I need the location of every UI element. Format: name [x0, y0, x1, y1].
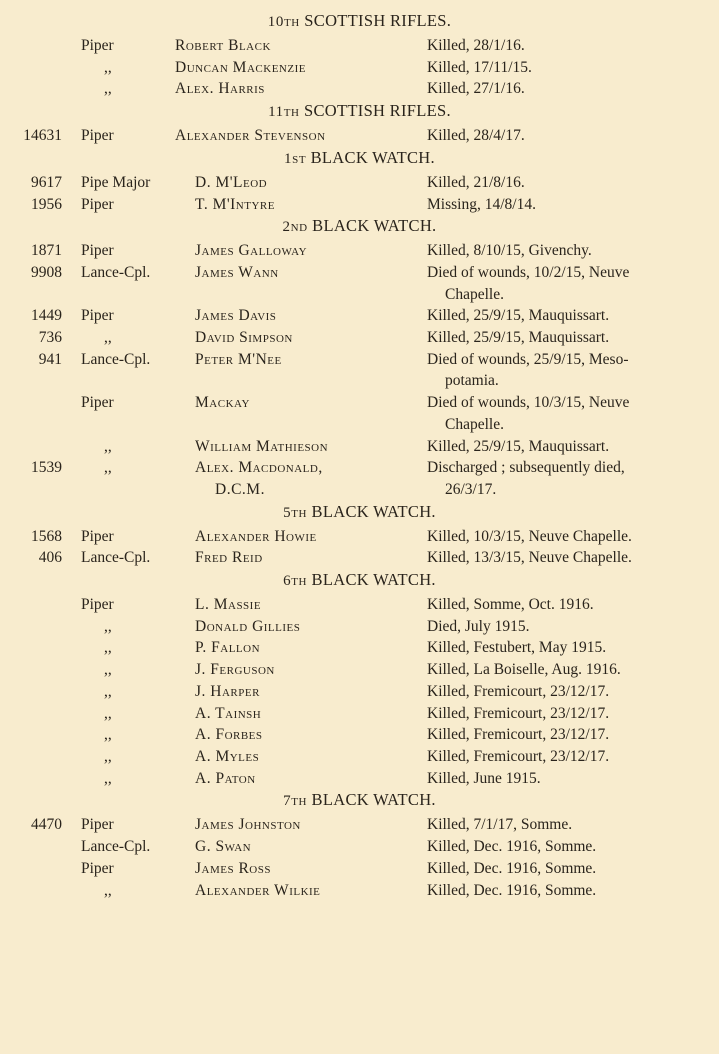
- casualty-status: [427, 457, 719, 500]
- status-line: Died of wounds, 25/9/15, Meso-: [427, 350, 629, 368]
- casualty-row: [0, 194, 719, 216]
- casualty-row: [0, 880, 719, 902]
- rank: ,,: [104, 661, 112, 679]
- soldier-name: [195, 327, 293, 349]
- section-heading: [0, 569, 719, 591]
- casualty-row: [0, 262, 719, 305]
- casualty-status: [427, 880, 719, 902]
- casualty-row: [0, 526, 719, 548]
- rank: ,,: [104, 329, 112, 347]
- battalion-ordinal: 11th: [268, 104, 300, 121]
- soldier-name: [195, 703, 261, 725]
- casualty-status: [427, 305, 719, 327]
- soldier-name: [195, 349, 282, 371]
- service-number: 736: [38, 329, 62, 347]
- soldier-name: [195, 392, 250, 414]
- soldier-name: [195, 637, 260, 659]
- name-line: Peter M'Nee: [195, 350, 282, 368]
- casualty-status: [427, 349, 719, 392]
- section-heading: [0, 147, 719, 169]
- rank: Piper: [81, 527, 114, 545]
- regiment-name: SCOTTISH RIFLES.: [304, 101, 451, 121]
- casualty-status: [427, 172, 719, 194]
- name-line: William Mathieson: [195, 437, 329, 455]
- casualty-status: [427, 594, 719, 616]
- status-line: Died of wounds, 10/3/15, Neuve: [427, 394, 630, 412]
- rank: Piper: [81, 307, 114, 325]
- rank: Piper: [81, 816, 114, 834]
- casualty-status: [427, 526, 719, 548]
- rank: ,,: [104, 769, 112, 787]
- rank: ,,: [104, 459, 112, 477]
- name-line: Duncan Mackenzie: [175, 58, 306, 76]
- soldier-name: [195, 240, 307, 262]
- rank: Piper: [81, 242, 114, 260]
- status-line: Killed, Fremicourt, 23/12/17.: [427, 682, 610, 700]
- name-line: D.C.M.: [215, 480, 265, 498]
- rank: Lance-Cpl.: [81, 549, 151, 567]
- soldier-name: [195, 457, 323, 500]
- rank: Piper: [81, 596, 114, 614]
- name-line: James Johnston: [195, 816, 301, 834]
- casualty-row: [0, 858, 719, 880]
- status-line: Killed, 8/10/15, Givenchy.: [427, 242, 592, 260]
- casualty-status: [427, 547, 719, 569]
- service-number: 1449: [31, 307, 62, 325]
- service-number: 1539: [31, 459, 62, 477]
- name-line: J. Ferguson: [195, 661, 275, 679]
- roll-of-honour-page: [0, 10, 719, 901]
- casualty-row: [0, 703, 719, 725]
- casualty-row: [0, 327, 719, 349]
- battalion-section: [0, 147, 719, 215]
- service-number: 9908: [31, 263, 62, 281]
- casualty-row: [0, 457, 719, 500]
- section-heading: [0, 100, 719, 122]
- rank: Lance-Cpl.: [81, 263, 151, 281]
- casualty-status: [427, 746, 719, 768]
- soldier-name: [175, 78, 265, 100]
- service-number: 9617: [31, 173, 62, 191]
- rank: ,,: [104, 58, 112, 76]
- casualty-row: [0, 746, 719, 768]
- casualty-status: [427, 659, 719, 681]
- rank: Piper: [81, 859, 114, 877]
- soldier-name: [195, 194, 275, 216]
- status-line: Killed, Fremicourt, 23/12/17.: [427, 704, 610, 722]
- casualty-status: [427, 637, 719, 659]
- service-number: 4470: [31, 816, 62, 834]
- status-line: Killed, 25/9/15, Mauquissart.: [427, 437, 610, 455]
- name-line: Alexander Stevenson: [175, 127, 326, 145]
- soldier-name: [195, 594, 261, 616]
- status-line: Killed, 28/1/16.: [427, 37, 525, 54]
- soldier-name: [195, 659, 275, 681]
- rank: ,,: [104, 639, 112, 657]
- status-line: Killed, Dec. 1916, Somme.: [427, 838, 597, 856]
- name-line: J. Harper: [195, 682, 260, 700]
- casualty-status: [427, 858, 719, 880]
- soldier-name: [195, 305, 276, 327]
- status-line: Chapelle.: [445, 285, 504, 303]
- soldier-name: [195, 836, 251, 858]
- name-line: Fred Reid: [195, 549, 263, 567]
- status-line: Killed, 21/8/16.: [427, 173, 525, 191]
- status-line: Killed, Dec. 1916, Somme.: [427, 859, 597, 877]
- status-line: Killed, 7/1/17, Somme.: [427, 816, 573, 834]
- status-line: Killed, Somme, Oct. 1916.: [427, 596, 594, 614]
- name-line: James Galloway: [195, 242, 308, 260]
- name-line: Alex. Harris: [175, 80, 265, 98]
- status-line: 26/3/17.: [445, 480, 497, 498]
- soldier-name: [195, 880, 320, 902]
- casualty-row: [0, 681, 719, 703]
- battalion-ordinal: 6th: [283, 573, 308, 590]
- rank: ,,: [104, 726, 112, 744]
- casualty-status: [427, 240, 719, 262]
- casualty-status: [427, 57, 719, 79]
- soldier-name: [175, 57, 306, 79]
- name-line: A. Paton: [195, 769, 256, 787]
- status-line: Killed, 13/3/15, Neuve Chapelle.: [427, 549, 632, 567]
- rank: ,,: [104, 80, 112, 98]
- status-line: potamia.: [445, 372, 499, 390]
- casualty-status: [427, 78, 719, 100]
- regiment-name: BLACK WATCH.: [311, 501, 436, 521]
- soldier-name: [195, 724, 263, 746]
- name-line: P. Fallon: [195, 639, 261, 657]
- service-number: 1568: [31, 527, 62, 545]
- rank: ,,: [104, 747, 112, 765]
- status-line: Killed, Fremicourt, 23/12/17.: [427, 747, 610, 765]
- rank: Piper: [81, 394, 114, 412]
- casualty-status: [427, 327, 719, 349]
- rank: Piper: [81, 195, 114, 213]
- battalion-section: [0, 10, 719, 100]
- casualty-row: [0, 172, 719, 194]
- name-line: Alexander Howie: [195, 527, 317, 545]
- soldier-name: [195, 768, 256, 790]
- status-line: Died of wounds, 10/2/15, Neuve: [427, 263, 630, 281]
- battalion-section: [0, 215, 719, 500]
- rank: ,,: [104, 704, 112, 722]
- casualty-row: [0, 78, 719, 100]
- name-line: D. M'Leod: [195, 173, 268, 191]
- soldier-name: [195, 746, 259, 768]
- regiment-name: BLACK WATCH.: [311, 790, 436, 810]
- rank: Lance-Cpl.: [81, 350, 151, 368]
- casualty-row: [0, 436, 719, 458]
- rank: Lance-Cpl.: [81, 838, 151, 856]
- casualty-status: [427, 616, 719, 638]
- casualty-row: [0, 768, 719, 790]
- status-line: Killed, 10/3/15, Neuve Chapelle.: [427, 527, 632, 545]
- service-number: 406: [38, 549, 62, 567]
- status-line: Chapelle.: [445, 415, 504, 433]
- name-line: L. Massie: [195, 596, 262, 614]
- name-line: Robert Black: [175, 37, 271, 54]
- status-line: Died, July 1915.: [427, 617, 530, 635]
- rank: ,,: [104, 437, 112, 455]
- soldier-name: [195, 858, 271, 880]
- name-line: A. Myles: [195, 747, 260, 765]
- casualty-row: [0, 349, 719, 392]
- status-line: Discharged ; subsequently died,: [427, 459, 625, 477]
- service-number: 14631: [23, 127, 62, 145]
- casualty-status: [427, 35, 719, 57]
- name-line: T. M'Intyre: [195, 195, 275, 213]
- service-number: 941: [38, 350, 62, 368]
- casualty-status: [427, 436, 719, 458]
- name-line: Donald Gillies: [195, 617, 301, 635]
- regiment-name: SCOTTISH RIFLES.: [304, 11, 452, 30]
- status-line: Killed, Fremicourt, 23/12/17.: [427, 726, 610, 744]
- casualty-row: [0, 637, 719, 659]
- battalion-ordinal: 1st: [284, 150, 307, 167]
- name-line: Alex. Macdonald,: [195, 459, 323, 477]
- status-line: Killed, Dec. 1916, Somme.: [427, 881, 597, 899]
- status-line: Killed, 28/4/17.: [427, 127, 525, 145]
- soldier-name: [195, 172, 267, 194]
- soldier-name: [195, 526, 317, 548]
- rank: ,,: [104, 881, 112, 899]
- casualty-row: [0, 814, 719, 836]
- name-line: A. Tainsh: [195, 704, 262, 722]
- soldier-name: [195, 262, 279, 284]
- casualty-row: [0, 724, 719, 746]
- name-line: Alexander Wilkie: [195, 881, 321, 899]
- casualty-status: [427, 814, 719, 836]
- casualty-row: [0, 659, 719, 681]
- name-line: Mackay: [195, 394, 250, 412]
- soldier-name: [175, 35, 271, 57]
- status-line: Killed, 25/9/15, Mauquissart.: [427, 307, 610, 325]
- casualty-row: [0, 836, 719, 858]
- soldier-name: [195, 814, 301, 836]
- status-line: Killed, Festubert, May 1915.: [427, 639, 607, 657]
- soldier-name: [195, 616, 300, 638]
- casualty-status: [427, 392, 719, 435]
- regiment-name: BLACK WATCH.: [310, 147, 435, 167]
- name-line: A. Forbes: [195, 726, 263, 744]
- name-line: G. Swan: [195, 838, 252, 856]
- casualty-status: [427, 724, 719, 746]
- rank: ,,: [104, 682, 112, 700]
- casualty-row: [0, 240, 719, 262]
- section-heading: [0, 789, 719, 811]
- service-number: 1871: [31, 242, 62, 260]
- casualty-row: [0, 594, 719, 616]
- battalion-section: [0, 789, 719, 901]
- status-line: Missing, 14/8/14.: [427, 195, 536, 213]
- casualty-row: [0, 392, 719, 435]
- battalion-ordinal: 7th: [283, 793, 308, 810]
- section-heading: [0, 215, 719, 237]
- soldier-name: [195, 436, 328, 458]
- rank: Piper: [81, 37, 114, 54]
- battalion-section: [0, 501, 719, 569]
- casualty-status: [427, 681, 719, 703]
- soldier-name: [195, 547, 263, 569]
- casualty-status: [427, 194, 719, 216]
- name-line: James Davis: [195, 307, 277, 325]
- regiment-name: BLACK WATCH.: [311, 570, 436, 590]
- battalion-ordinal: 10th: [267, 14, 300, 30]
- rank: ,,: [104, 617, 112, 635]
- battalion-section: [0, 569, 719, 789]
- status-line: Killed, 27/1/16.: [427, 80, 525, 98]
- casualty-row: [0, 616, 719, 638]
- casualty-row: [0, 547, 719, 569]
- rank: Pipe Major: [81, 173, 151, 191]
- casualty-row: [0, 125, 719, 147]
- status-line: Killed, 17/11/15.: [427, 58, 532, 76]
- casualty-row: [0, 305, 719, 327]
- casualty-status: [427, 768, 719, 790]
- rank: Piper: [81, 127, 114, 145]
- casualty-row: [0, 57, 719, 79]
- soldier-name: [175, 125, 326, 147]
- casualty-status: [427, 703, 719, 725]
- section-heading: [0, 501, 719, 523]
- service-number: 1956: [31, 195, 62, 213]
- battalion-ordinal: 5th: [283, 504, 308, 521]
- name-line: James Ross: [195, 859, 271, 877]
- status-line: Killed, 25/9/15, Mauquissart.: [427, 329, 610, 347]
- battalion-ordinal: 2nd: [282, 219, 308, 236]
- soldier-name: [195, 681, 260, 703]
- section-heading: [0, 10, 719, 32]
- battalion-section: [0, 100, 719, 147]
- status-line: Killed, June 1915.: [427, 769, 541, 787]
- casualty-row: [0, 35, 719, 57]
- name-line: David Simpson: [195, 329, 293, 347]
- name-line: James Wann: [195, 263, 279, 281]
- casualty-status: [427, 262, 719, 305]
- casualty-status: [427, 125, 719, 147]
- casualty-status: [427, 836, 719, 858]
- regiment-name: BLACK WATCH.: [312, 216, 437, 236]
- status-line: Killed, La Boiselle, Aug. 1916.: [427, 661, 621, 679]
